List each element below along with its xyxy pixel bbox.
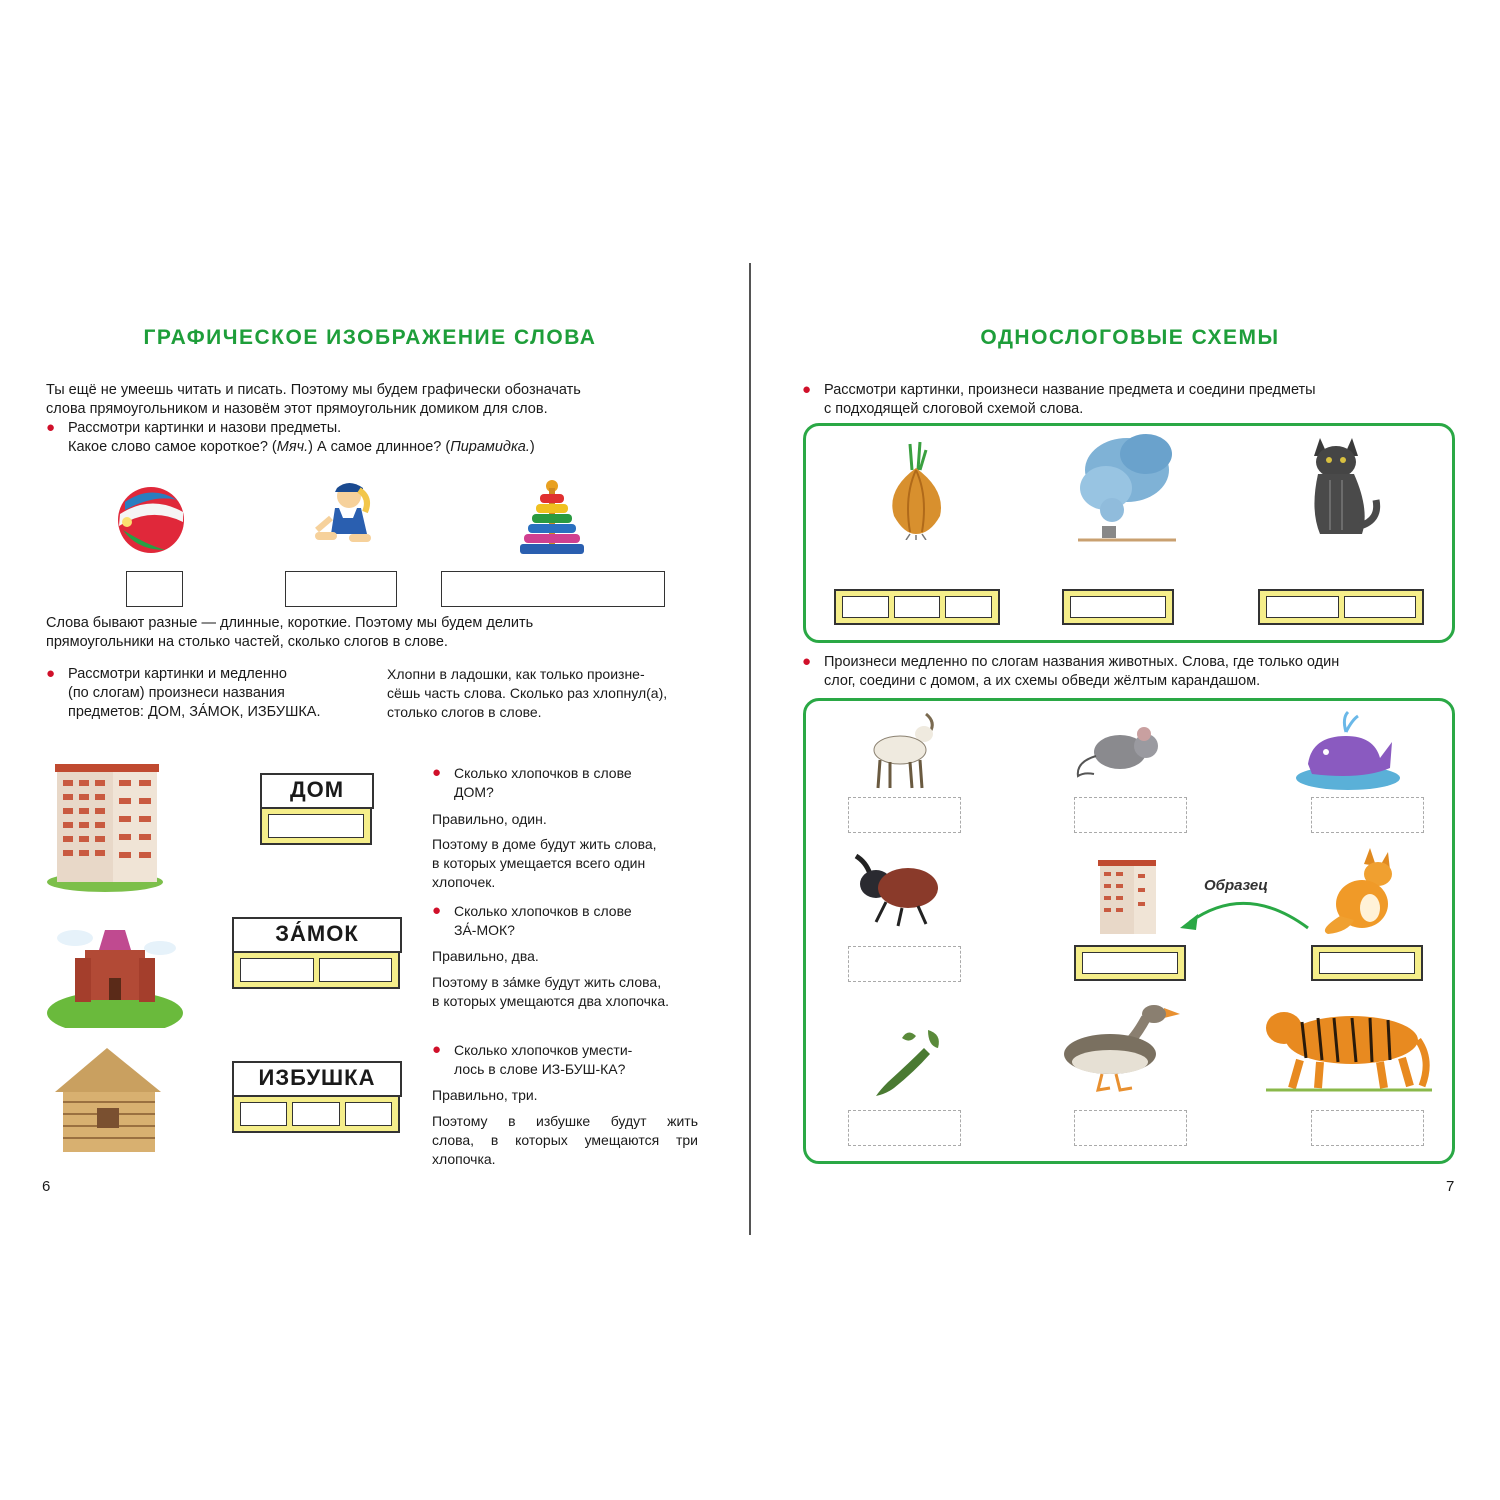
doll-picture: [305, 478, 377, 558]
answer-box-goat[interactable]: [848, 797, 961, 833]
apartment-building-picture: [45, 754, 167, 894]
syllable-segment[interactable]: [240, 958, 314, 982]
pyramid-picture: [516, 478, 588, 560]
mouse-picture: [1074, 722, 1170, 782]
example-house-picture: [1096, 856, 1158, 938]
answer-box-whale[interactable]: [1311, 797, 1424, 833]
scheme-one-syllable: [1062, 589, 1174, 625]
syllable-scheme-1: [260, 807, 372, 845]
castle-picture: [45, 918, 185, 1028]
syllable-segment[interactable]: [292, 1102, 339, 1126]
bullet: ●: [432, 764, 442, 781]
sample-arrow: [1176, 892, 1314, 934]
scheme-two-syllables: [1258, 589, 1424, 625]
para2: Слова бывают разные — длинные, короткие. Поэтому мы будем делить прямоугольники на столько частей, сколько слогов в слове.: [46, 615, 534, 650]
answer-3: Правильно, три.: [432, 1087, 538, 1103]
onion-picture: [880, 440, 952, 540]
syllable-scheme-2: [232, 951, 400, 989]
answer-box-tiger[interactable]: [1311, 1110, 1424, 1146]
syllable-segment[interactable]: [319, 958, 393, 982]
answer-box-mouse[interactable]: [1074, 797, 1187, 833]
syllable-scheme-3: [232, 1095, 400, 1133]
syllable-segment[interactable]: [842, 596, 889, 618]
sample-label: Образец: [1204, 877, 1268, 894]
page-number-left: 6: [42, 1178, 51, 1195]
bullet: ●: [802, 381, 812, 398]
fox-scheme-sample: [1311, 945, 1423, 981]
goat-picture: [866, 712, 940, 792]
answer-1: Правильно, один.: [432, 811, 547, 827]
task1-text: Рассмотри картинки и назови предметы. Какое слово самое короткое? (Мяч.) А самое длинное? (Пирамидка.): [68, 420, 535, 455]
intro-paragraph: Ты ещё не умеешь читать и писать. Поэтому мы будем графически обозначать слова прямоугольником и назовём этот прямоугольник домиком для слов.: [46, 382, 581, 417]
explanation-1: Поэтому в доме будут жить слова, в которых умещается всего один хлопочек.: [432, 836, 657, 890]
right-task2-text: Произнеси медленно по слогам названия животных. Слова, где только один слог, соедини с домом, а их схемы обведи жёлтым карандашом.: [824, 654, 1340, 689]
answer-box-beetle[interactable]: [848, 946, 961, 982]
tiger-picture: [1262, 1000, 1434, 1094]
task2-right: Хлопни в ладошки, как только произне- сёшь часть слова. Сколько раз хлопнул(а), столько слогов в слове.: [387, 666, 668, 720]
fox-picture: [1318, 846, 1402, 938]
house-label-zamok: ЗА́МОК: [232, 917, 402, 953]
right-page-title: ОДНОСЛОГОВЫЕ СХЕМЫ: [980, 326, 1280, 349]
bullet: ●: [46, 665, 56, 682]
bullet: ●: [46, 419, 56, 436]
page-number-right: 7: [1446, 1178, 1455, 1195]
bullet: ●: [802, 653, 812, 670]
question-3: Сколько хлопочков умести- лось в слове ИЗ-БУШ-КА?: [454, 1042, 633, 1077]
syllable-segment[interactable]: [1266, 596, 1339, 618]
whale-picture: [1292, 708, 1402, 792]
syllable-segment[interactable]: [894, 596, 941, 618]
left-page-title: ГРАФИЧЕСКОЕ ИЗОБРАЖЕНИЕ СЛОВА: [143, 326, 597, 349]
syllable-segment[interactable]: [1070, 596, 1166, 618]
syllable-segment[interactable]: [1344, 596, 1417, 618]
crayfish-picture: [868, 1024, 948, 1100]
bullet: ●: [432, 902, 442, 919]
task2-left: Рассмотри картинки и медленно (по слогам) произнеси названия предметов: ДОМ, ЗА́МОК, ИЗБУШКА.: [68, 666, 321, 720]
cat-picture: [1300, 430, 1384, 542]
syllable-segment[interactable]: [1082, 952, 1178, 974]
word-house-short[interactable]: [126, 571, 183, 607]
explanation-2: Поэтому в за́мке будут жить слова, в которых умещаются два хлопочка.: [432, 974, 670, 1009]
word-house-long[interactable]: [441, 571, 665, 607]
house-label-izbushka: ИЗБУШКА: [232, 1061, 402, 1097]
beetle-picture: [846, 852, 942, 928]
answer-box-goose[interactable]: [1074, 1110, 1187, 1146]
ball-picture: [115, 484, 191, 556]
syllable-segment[interactable]: [268, 814, 364, 838]
answer-box-crayfish[interactable]: [848, 1110, 961, 1146]
question-2: Сколько хлопочков в слове ЗА́-МОК?: [454, 903, 632, 938]
question-1: Сколько хлопочков в слове ДОМ?: [454, 765, 632, 800]
hut-picture: [45, 1040, 175, 1160]
house-scheme-sample: [1074, 945, 1186, 981]
syllable-segment[interactable]: [1319, 952, 1415, 974]
bullet: ●: [432, 1041, 442, 1058]
goose-picture: [1054, 1000, 1182, 1094]
answer-2: Правильно, два.: [432, 948, 539, 964]
right-task1-text: Рассмотри картинки, произнеси название предмета и соедини предметы с подходящей слоговой схемой слова.: [824, 382, 1316, 417]
smoke-picture: [1072, 430, 1182, 548]
scheme-three-syllables: [834, 589, 1000, 625]
syllable-segment[interactable]: [240, 1102, 287, 1126]
page-divider: [749, 263, 751, 1235]
word-house-medium[interactable]: [285, 571, 397, 607]
syllable-segment[interactable]: [345, 1102, 392, 1126]
house-label-dom: ДОМ: [260, 773, 374, 809]
syllable-segment[interactable]: [945, 596, 992, 618]
explanation-3: Поэтому в избушке будут жить слова, в которых умещаются три хлопочка.: [432, 1113, 698, 1167]
